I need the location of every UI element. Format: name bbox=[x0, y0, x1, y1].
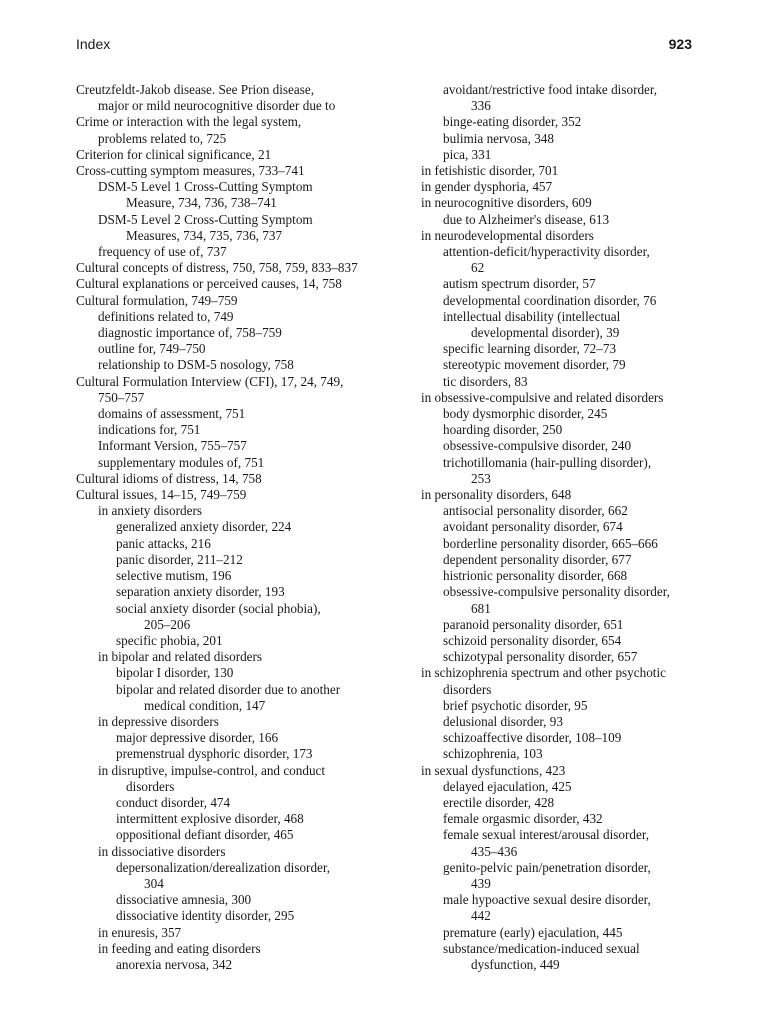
index-entry: panic attacks, 216 bbox=[116, 535, 211, 551]
index-entry: brief psychotic disorder, 95 bbox=[443, 697, 588, 713]
index-entry: bipolar and related disorder due to another bbox=[116, 681, 341, 697]
index-entry: genito-pelvic pain/penetration disorder, bbox=[443, 859, 651, 875]
index-entry: 750–757 bbox=[98, 389, 145, 405]
index-entry: Crime or interaction with the legal system, bbox=[76, 114, 302, 130]
index-entry: attention-deficit/hyperactivity disorder, bbox=[443, 244, 650, 260]
index-entry: generalized anxiety disorder, 224 bbox=[116, 519, 292, 535]
index-entry: premenstrual dysphoric disorder, 173 bbox=[116, 746, 313, 762]
index-entry: Measures, 734, 735, 736, 737 bbox=[126, 227, 283, 243]
index-entry: Cultural issues, 14–15, 749–759 bbox=[76, 487, 247, 503]
index-entry: diagnostic importance of, 758–759 bbox=[98, 325, 282, 341]
index-entry: 681 bbox=[471, 600, 491, 616]
index-entry: Cultural concepts of distress, 750, 758, 759, 833–837 bbox=[76, 260, 358, 276]
index-entry: disorders bbox=[126, 778, 175, 794]
index-entry: disorders bbox=[443, 681, 492, 697]
section-title: Index bbox=[76, 36, 111, 52]
index-entry: Cultural idioms of distress, 14, 758 bbox=[76, 470, 262, 486]
index-entry: avoidant personality disorder, 674 bbox=[443, 519, 623, 535]
index-entry: schizoid personality disorder, 654 bbox=[443, 632, 622, 648]
index-entry: intellectual disability (intellectual bbox=[443, 308, 621, 324]
index-entry: 62 bbox=[471, 260, 485, 276]
index-entry: in dissociative disorders bbox=[98, 843, 226, 859]
index-entry: female orgasmic disorder, 432 bbox=[443, 811, 603, 827]
index-entry: indications for, 751 bbox=[98, 422, 201, 438]
index-entry: panic disorder, 211–212 bbox=[116, 551, 243, 567]
index-entry: developmental coordination disorder, 76 bbox=[443, 292, 657, 308]
index-entry: hoarding disorder, 250 bbox=[443, 422, 563, 438]
index-entry: major or mild neurocognitive disorder due to bbox=[98, 98, 336, 114]
index-entry: Measure, 734, 736, 738–741 bbox=[126, 195, 277, 211]
index-entry: female sexual interest/arousal disorder, bbox=[443, 827, 649, 843]
index-entry: paranoid personality disorder, 651 bbox=[443, 616, 624, 632]
index-entry: erectile disorder, 428 bbox=[443, 794, 555, 810]
index-entry: in anxiety disorders bbox=[98, 503, 203, 519]
page-number: 923 bbox=[668, 36, 692, 52]
index-entry: 253 bbox=[471, 470, 491, 486]
index-entry: anorexia nervosa, 342 bbox=[116, 956, 233, 972]
index-entry: supplementary modules of, 751 bbox=[98, 454, 265, 470]
index-entry: frequency of use of, 737 bbox=[98, 244, 227, 260]
index-entry: histrionic personality disorder, 668 bbox=[443, 568, 628, 584]
index-entry: bipolar I disorder, 130 bbox=[116, 665, 234, 681]
index-entry: 205–206 bbox=[144, 616, 191, 632]
index-entry: Cultural formulation, 749–759 bbox=[76, 292, 238, 308]
index-entry: Creutzfeldt-Jakob disease. See Prion disease, bbox=[76, 82, 315, 97]
index-entry: relationship to DSM-5 nosology, 758 bbox=[98, 357, 294, 373]
index-entry: definitions related to, 749 bbox=[98, 308, 234, 324]
index-entry: 439 bbox=[471, 875, 491, 891]
index-entry: schizoaffective disorder, 108–109 bbox=[443, 730, 622, 746]
index-entry: in enuresis, 357 bbox=[98, 924, 182, 940]
index-entry: problems related to, 725 bbox=[98, 130, 227, 146]
index-entry: in schizophrenia spectrum and other psychotic bbox=[421, 665, 666, 681]
index-column-left bbox=[76, 82, 386, 973]
index-entry: tic disorders, 83 bbox=[443, 373, 528, 389]
index-entry: in depressive disorders bbox=[98, 713, 219, 729]
index-entry: dysfunction, 449 bbox=[471, 956, 560, 972]
index-entry: pica, 331 bbox=[443, 146, 492, 162]
index-entry: conduct disorder, 474 bbox=[116, 794, 231, 810]
index-entry: developmental disorder), 39 bbox=[471, 325, 620, 341]
index-entry: dissociative amnesia, 300 bbox=[116, 892, 252, 908]
index-entry: schizophrenia, 103 bbox=[443, 746, 543, 762]
index-entry: in fetishistic disorder, 701 bbox=[421, 163, 559, 179]
index-entry: obsessive-compulsive disorder, 240 bbox=[443, 438, 632, 454]
index-entry: borderline personality disorder, 665–666 bbox=[443, 535, 658, 551]
index-entry: DSM-5 Level 1 Cross-Cutting Symptom bbox=[98, 179, 313, 195]
index-entry: autism spectrum disorder, 57 bbox=[443, 276, 596, 292]
index-entry: avoidant/restrictive food intake disorder, bbox=[443, 82, 658, 97]
index-entry: in obsessive-compulsive and related disorders bbox=[421, 389, 664, 405]
index-entry: in gender dysphoria, 457 bbox=[421, 179, 553, 195]
index-entry: in neurocognitive disorders, 609 bbox=[421, 195, 592, 211]
index-entry: 336 bbox=[471, 98, 491, 114]
index-entry: intermittent explosive disorder, 468 bbox=[116, 811, 304, 827]
index-entry: dependent personality disorder, 677 bbox=[443, 551, 632, 567]
index-entry: substance/medication-induced sexual bbox=[443, 940, 640, 956]
index-entry: in neurodevelopmental disorders bbox=[421, 227, 594, 243]
index-entry: Informant Version, 755–757 bbox=[98, 438, 247, 454]
index-entry: in disruptive, impulse-control, and conduct bbox=[98, 762, 326, 778]
index-entry: obsessive-compulsive personality disorder, bbox=[443, 584, 670, 600]
index-entry: 435–436 bbox=[471, 843, 518, 859]
index-column-right bbox=[421, 82, 731, 973]
index-entry: Cross-cutting symptom measures, 733–741 bbox=[76, 163, 305, 179]
index-entry: major depressive disorder, 166 bbox=[116, 730, 279, 746]
index-entry: in sexual dysfunctions, 423 bbox=[421, 762, 566, 778]
index-entry: male hypoactive sexual desire disorder, bbox=[443, 892, 651, 908]
index-entry: selective mutism, 196 bbox=[116, 568, 232, 584]
index-entry: specific phobia, 201 bbox=[116, 632, 223, 648]
index-entry: trichotillomania (hair-pulling disorder), bbox=[443, 454, 652, 470]
index-entry: oppositional defiant disorder, 465 bbox=[116, 827, 294, 843]
index-entry: specific learning disorder, 72–73 bbox=[443, 341, 617, 357]
index-entry: binge-eating disorder, 352 bbox=[443, 114, 582, 130]
index-entry: body dysmorphic disorder, 245 bbox=[443, 406, 608, 422]
index-entry: antisocial personality disorder, 662 bbox=[443, 503, 628, 519]
index-entry: Cultural Formulation Interview (CFI), 17, 24, 749, bbox=[76, 373, 344, 389]
index-entry: delayed ejaculation, 425 bbox=[443, 778, 572, 794]
index-entry: Cultural explanations or perceived causes, 14, 758 bbox=[76, 276, 342, 292]
index-entry: Criterion for clinical significance, 21 bbox=[76, 146, 272, 162]
index-entry: outline for, 749–750 bbox=[98, 341, 206, 357]
index-entry: domains of assessment, 751 bbox=[98, 406, 246, 422]
index-entry: in personality disorders, 648 bbox=[421, 487, 572, 503]
index-entry: dissociative identity disorder, 295 bbox=[116, 908, 295, 924]
index-entry: DSM-5 Level 2 Cross-Cutting Symptom bbox=[98, 211, 313, 227]
page-header bbox=[76, 36, 692, 58]
index-entry: 442 bbox=[471, 908, 491, 924]
index-entry: stereotypic movement disorder, 79 bbox=[443, 357, 626, 373]
index-entry: medical condition, 147 bbox=[144, 697, 266, 713]
index-entry: schizotypal personality disorder, 657 bbox=[443, 649, 638, 665]
index-entry: social anxiety disorder (social phobia), bbox=[116, 600, 321, 616]
index-entry: separation anxiety disorder, 193 bbox=[116, 584, 285, 600]
index-entry: in feeding and eating disorders bbox=[98, 940, 261, 956]
index-entry: in bipolar and related disorders bbox=[98, 649, 263, 665]
index-entry: premature (early) ejaculation, 445 bbox=[443, 924, 623, 940]
index-entry: delusional disorder, 93 bbox=[443, 713, 563, 729]
index-entry: depersonalization/derealization disorder, bbox=[116, 859, 331, 875]
index-entry: due to Alzheimer's disease, 613 bbox=[443, 211, 610, 227]
index-entry: bulimia nervosa, 348 bbox=[443, 130, 554, 146]
index-entry: 304 bbox=[144, 875, 164, 891]
